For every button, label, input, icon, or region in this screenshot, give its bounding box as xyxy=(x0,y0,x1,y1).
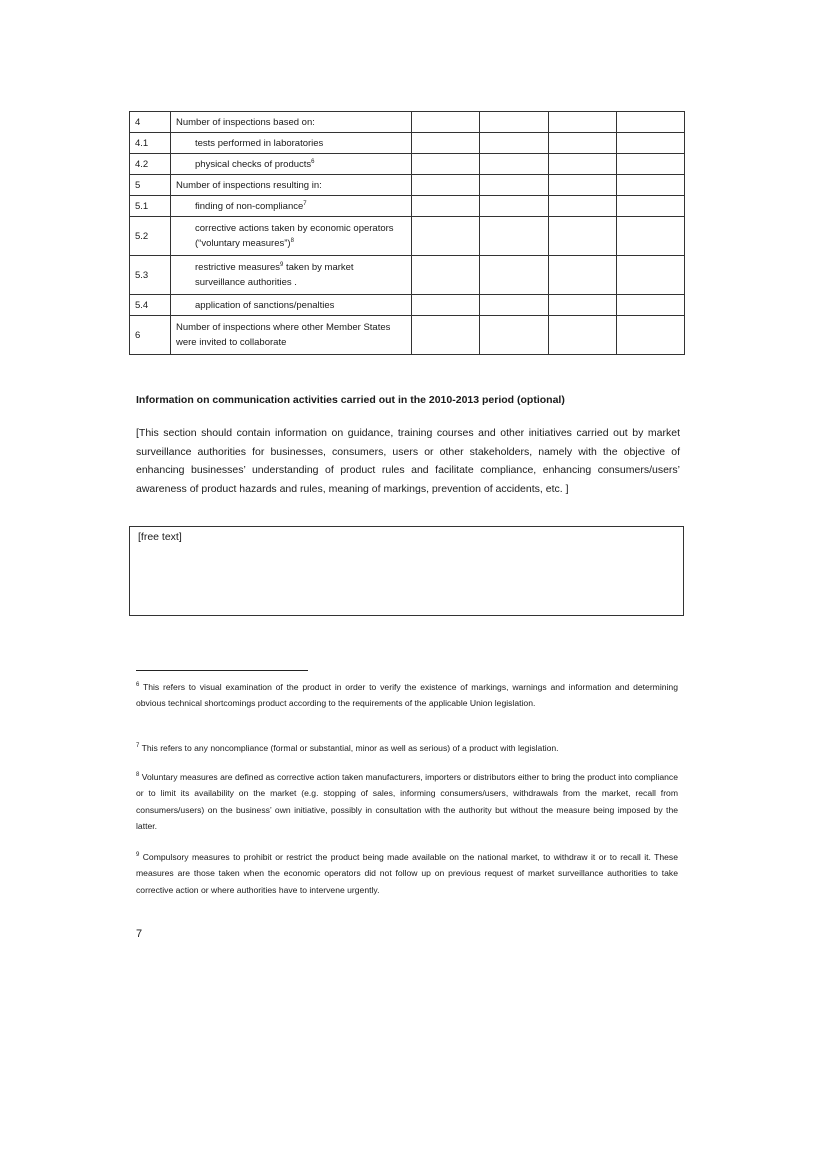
row-number: 4 xyxy=(130,112,171,133)
value-cell[interactable] xyxy=(616,133,684,154)
value-cell[interactable] xyxy=(480,256,548,295)
value-cell[interactable] xyxy=(412,256,480,295)
value-cell[interactable] xyxy=(616,316,684,355)
value-cell[interactable] xyxy=(480,295,548,316)
footnote-ref: 6 xyxy=(311,158,315,165)
table-row xyxy=(130,196,685,217)
row-label: corrective actions taken by economic operators (“voluntary measures”)$^8$ xyxy=(171,217,412,256)
value-cell[interactable] xyxy=(548,196,616,217)
row-number: 5.2 xyxy=(130,217,171,256)
value-cell[interactable] xyxy=(616,154,684,175)
table-row xyxy=(130,316,685,355)
value-cell[interactable] xyxy=(412,154,480,175)
row-label: Number of inspections resulting in: xyxy=(171,175,412,196)
value-cell[interactable] xyxy=(412,295,480,316)
value-cell[interactable] xyxy=(412,196,480,217)
free-text-placeholder: [free text] xyxy=(138,531,182,543)
row-number: 5.3 xyxy=(130,256,171,295)
value-cell[interactable] xyxy=(480,112,548,133)
value-cell[interactable] xyxy=(412,217,480,256)
value-cell[interactable] xyxy=(480,133,548,154)
table-row xyxy=(130,112,685,133)
value-cell[interactable] xyxy=(412,316,480,355)
row-label: finding of non-compliance$^7$ xyxy=(171,196,412,217)
value-cell[interactable] xyxy=(548,256,616,295)
value-cell[interactable] xyxy=(548,316,616,355)
footnote-mark: 9 xyxy=(136,852,140,859)
row-label: Number of inspections where other Member States were invited to collaborate xyxy=(171,316,412,355)
row-label: application of sanctions/penalties xyxy=(171,295,412,316)
value-cell[interactable] xyxy=(616,217,684,256)
row-label: restrictive measures$^9$ taken by market surveillance authorities . xyxy=(171,256,412,295)
value-cell[interactable] xyxy=(480,196,548,217)
value-cell[interactable] xyxy=(616,175,684,196)
table-row xyxy=(130,154,685,175)
table-row xyxy=(130,295,685,316)
row-number: 4.1 xyxy=(130,133,171,154)
footnote-ref: 7 xyxy=(303,200,307,207)
row-number: 6 xyxy=(130,316,171,355)
footnote-mark: 6 xyxy=(136,682,140,689)
value-cell[interactable] xyxy=(616,256,684,295)
value-cell[interactable] xyxy=(616,112,684,133)
value-cell[interactable] xyxy=(548,133,616,154)
value-cell[interactable] xyxy=(616,295,684,316)
footnote-mark: 7 xyxy=(136,743,140,750)
inspections-table xyxy=(129,111,685,355)
footnote-ref: 8 xyxy=(290,237,294,244)
row-number: 5 xyxy=(130,175,171,196)
value-cell[interactable] xyxy=(548,154,616,175)
value-cell[interactable] xyxy=(548,217,616,256)
table-row xyxy=(130,133,685,154)
table-row xyxy=(130,256,685,295)
section-heading: Information on communication activities carried out in the 2010-2013 period (optional) xyxy=(136,394,565,406)
value-cell[interactable] xyxy=(616,196,684,217)
row-label: tests performed in laboratories xyxy=(171,133,412,154)
value-cell[interactable] xyxy=(412,133,480,154)
value-cell[interactable] xyxy=(548,175,616,196)
value-cell[interactable] xyxy=(548,112,616,133)
footnote-9: $^9$ Compulsory measures to prohibit or restrict the product being made available on the national market, to withdraw it or to recall it. These measures are those taken when the economic operators did not follow up on previous request of market surveillance authorities to take corrective action or where authorities have to intervene urgently. xyxy=(136,852,678,895)
value-cell[interactable] xyxy=(480,154,548,175)
section-intro: [This section should contain information on guidance, training courses and other initiatives carried out by market surveillance authorities for businesses, consumers, users or other stakeholders, namely with the objective of enhancing businesses’ understanding of product rules and facilitate compliance, enhancing consumers/users’ awareness of product hazards and rules, meaning of markings, prevention of accidents, etc. ] xyxy=(136,427,680,496)
row-number: 5.1 xyxy=(130,196,171,217)
value-cell[interactable] xyxy=(480,175,548,196)
value-cell[interactable] xyxy=(412,175,480,196)
footnote-6: $^6$ This refers to visual examination of the product in order to verify the existence of markings, warnings and information and determining obvious technical shortcomings product according to the requirements of the applicable Union legislation. xyxy=(136,682,678,709)
value-cell[interactable] xyxy=(480,316,548,355)
value-cell[interactable] xyxy=(412,112,480,133)
table-row xyxy=(130,217,685,256)
free-text-box[interactable] xyxy=(129,526,684,616)
footnote-8: $^8$ Voluntary measures are defined as corrective action taken manufacturers, importers or distributors either to bring the product into compliance or to limit its availability on the market (e.g. stopping of sales, informing consumers/users, withdrawals from the market, recall from consumers/users) on the business’ own initiative, possibly in consultation with the authority but without the measure being imposed by the latter. xyxy=(136,772,678,832)
footnote-mark: 8 xyxy=(136,772,140,779)
footnote-separator xyxy=(136,670,308,671)
row-number: 4.2 xyxy=(130,154,171,175)
row-number: 5.4 xyxy=(130,295,171,316)
footnote-ref: 9 xyxy=(280,261,284,268)
value-cell[interactable] xyxy=(480,217,548,256)
row-label: physical checks of products$^6$ xyxy=(171,154,412,175)
row-label: Number of inspections based on: xyxy=(171,112,412,133)
footnote-7: $^7$ This refers to any noncompliance (formal or substantial, minor as well as serious) of a product with legislation. xyxy=(136,743,559,753)
table-row xyxy=(130,175,685,196)
value-cell[interactable] xyxy=(548,295,616,316)
page-number: 7 xyxy=(136,928,143,940)
